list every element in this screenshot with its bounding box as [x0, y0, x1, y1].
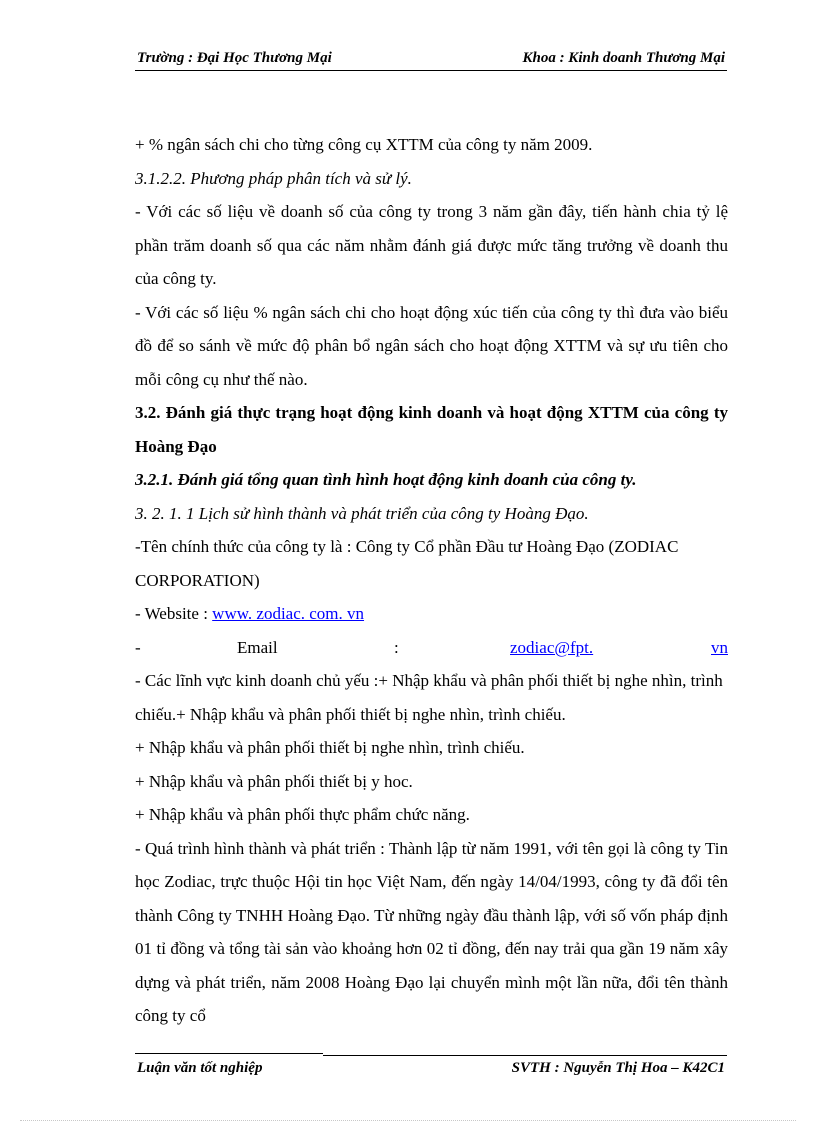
website-link[interactable]: www. zodiac. com. vn: [212, 604, 365, 623]
page-header: [135, 48, 727, 71]
email-colon: :: [393, 637, 399, 657]
email-link-part-b: vn: [711, 637, 728, 657]
document-body: [135, 128, 728, 1033]
email-dash: -: [135, 637, 141, 657]
email-line: [135, 631, 728, 665]
list-item-av: + Nhập khẩu và phân phối thiết bị nghe nhìn, trình chiếu.: [135, 738, 525, 757]
footer-rule-left: [135, 1053, 323, 1054]
paragraph-budget-data: - Với các số liệu % ngân sách chi cho hoạt động xúc tiến của công ty thì đưa vào biểu đồ để so sánh về mức độ phân bổ ngân sách cho hoạt động XTTM và sự ưu tiên cho mỗi công cụ như thế nào.: [135, 302, 728, 389]
website-label: - Website :: [135, 604, 213, 623]
header-school: Trường : Đại Học Thương Mại: [137, 50, 332, 66]
email-link[interactable]: [510, 631, 728, 665]
heading-321: 3.2.1. Đánh giá tổng quan tình hình hoạt động kinh doanh của công ty.: [135, 470, 637, 489]
email-label: Email: [237, 637, 278, 657]
footer-rule-right: [323, 1055, 727, 1056]
paragraph-company-name: -Tên chính thức của công ty là : Công ty Cổ phần Đầu tư Hoàng Đạo (ZODIAC CORPORATION): [135, 537, 679, 590]
paragraph-budget: + % ngân sách chi cho từng công cụ XTTM của công ty năm 2009.: [135, 135, 593, 154]
page-bottom-border: [20, 1120, 796, 1121]
heading-32: 3.2. Đánh giá thực trạng hoạt động kinh doanh và hoạt động XTTM của công ty Hoàng Đạo: [135, 403, 728, 456]
paragraph-history: - Quá trình hình thành và phát triển : Thành lập từ năm 1991, với tên gọi là công ty Tin học Zodiac, trực thuộc Hội tin học Việt Nam, đến ngày 14/04/1993, công ty đã đổi tên thành Công ty TNHH Hoàng Đạo. Từ những ngày đầu thành lập, với số vốn pháp định 01 tỉ đồng và tổng tài sản vào khoảng hơn 02 tỉ đồng, đến nay trải qua gần 19 năm xây dựng và phát triển, năm 2008 Hoàng Đạo lại chuyển mình một lần nữa, đổi tên thành công ty cổ: [135, 838, 728, 1025]
heading-3211: 3. 2. 1. 1 Lịch sử hình thành và phát triển của công ty Hoàng Đạo.: [135, 503, 589, 523]
paragraph-revenue-data: - Với các số liệu về doanh số của công ty trong 3 năm gần đây, tiến hành chia tỷ lệ phần trăm doanh số qua các năm nhằm đánh giá được mức tăng trưởng về doanh thu của công ty.: [135, 202, 728, 288]
email-link-part-a: zodiac@fpt.: [510, 637, 594, 657]
footer-thesis: Luận văn tốt nghiệp: [137, 1060, 263, 1076]
heading-3122: 3.1.2.2. Phương pháp phân tích và sử lý.: [135, 168, 412, 188]
website-line: [135, 597, 728, 631]
page-footer: [135, 1053, 727, 1079]
list-item-medical: + Nhập khẩu và phân phối thiết bị y hoc.: [135, 771, 413, 791]
footer-student: SVTH : Nguyễn Thị Hoa – K42C1: [511, 1060, 725, 1076]
paragraph-business-fields: - Các lĩnh vực kinh doanh chủ yếu :+ Nhập khẩu và phân phối thiết bị nghe nhìn, trình chiếu.+ Nhập khẩu và phân phối thiết bị nghe nhìn, trình chiếu.: [135, 671, 723, 724]
header-faculty: Khoa : Kinh doanh Thương Mại: [522, 50, 725, 66]
list-item-food: + Nhập khẩu và phân phối thực phẩm chức năng.: [135, 805, 470, 824]
